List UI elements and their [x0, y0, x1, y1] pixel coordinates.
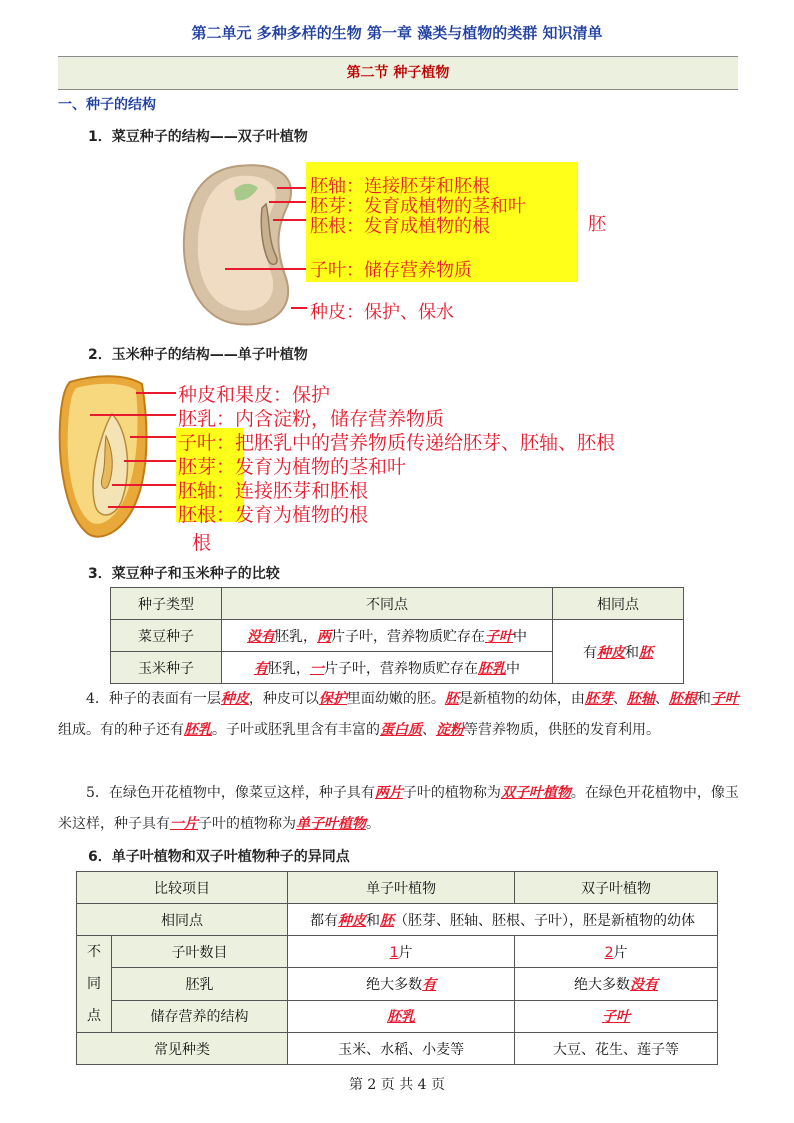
page-header: 第二单元 多种多样的生物 第一章 藻类与植物的类群 知识清单 [191, 24, 603, 42]
paragraph-4: 4．种子的表面有一层种皮，种皮可以保护里面幼嫩的胚。胚是新植物的幼体，由胚芽、胚轴、胚根和子叶组成。有的种子还有胚乳。子叶或胚乳里含有丰富的蛋白质、淀粉等营养物质，供胚的发育利用。 [58, 691, 739, 738]
compare-row-type: 玉米种子 [111, 652, 222, 684]
table2-row-mono: 绝大多数有 [288, 968, 515, 1000]
compare-row-diff: 有胚乳，一片子叶，营养物质贮存在胚乳中 [222, 652, 553, 684]
bean-label-hypocotyl: 胚轴：连接胚芽和胚根 [310, 176, 490, 197]
section-title: 第二节 种子植物 [58, 56, 738, 90]
compare-row-type: 菜豆种子 [111, 620, 222, 652]
monocot-dicot-table [76, 871, 718, 1065]
table-row [77, 968, 718, 1000]
bean-connector-lines [225, 170, 315, 320]
table2-row-mono: 胚乳 [288, 1000, 515, 1032]
table-row [77, 1033, 718, 1065]
table2-same-cell: 都有种皮和胚（胚芽、胚轴、胚根、子叶），胚是新植物的幼体 [288, 904, 718, 936]
table2-diff-label: 不 同 点 [77, 936, 112, 1033]
corn-heading: 2．玉米种子的结构——单子叶植物 [88, 347, 308, 363]
corn-label-endosperm: 胚乳：内含淀粉，储存营养物质 [178, 408, 445, 430]
table-row [77, 1000, 718, 1032]
table-row [111, 620, 684, 652]
compare-heading: 3．菜豆种子和玉米种子的比较 [88, 566, 280, 582]
bean-label-embryo: 胚 [588, 214, 606, 235]
bean-label-cotyledon: 子叶：储存营养物质 [310, 260, 472, 281]
table2-common-di: 大豆、花生、莲子等 [515, 1033, 718, 1065]
part1-title: 一、种子的结构 [58, 97, 156, 113]
table2-row-mono: 1片 [288, 936, 515, 968]
table2-row-di: 绝大多数没有 [515, 968, 718, 1000]
compare-row-diff: 没有胚乳，两片子叶，营养物质贮存在子叶中 [222, 620, 553, 652]
table2-common-mono: 玉米、水稻、小麦等 [288, 1033, 515, 1065]
table2-row-item: 胚乳 [112, 968, 288, 1000]
bean-heading: 1．菜豆种子的结构——双子叶植物 [88, 129, 308, 145]
compare-header-same: 相同点 [553, 588, 684, 620]
paragraph-5: 5．在绿色开花植物中，像菜豆这样，种子具有两片子叶的植物称为双子叶植物。在绿色开花植物中，像玉米这样，种子具有一片子叶的植物称为单子叶植物。 [58, 785, 739, 832]
corn-label-cotyledon: 子叶：把胚乳中的营养物质传递给胚芽、胚轴、胚根 [178, 432, 616, 454]
table2-header-di: 双子叶植物 [515, 872, 718, 904]
corn-label-radicle: 胚根：发育为植物的根 [178, 504, 369, 526]
page-footer: 第 2 页 共 4 页 [348, 1077, 446, 1093]
corn-label-hypocotyl: 胚轴：连接胚芽和胚根 [178, 480, 369, 502]
compare-header-diff: 不同点 [222, 588, 553, 620]
table2-row-di: 2片 [515, 936, 718, 968]
table2-row-item: 子叶数目 [112, 936, 288, 968]
corn-connector-lines [80, 385, 176, 515]
table2-heading: 6．单子叶植物和双子叶植物种子的异同点 [88, 849, 350, 865]
table2-common-label: 常见种类 [77, 1033, 288, 1065]
compare-header-type: 种子类型 [111, 588, 222, 620]
bean-label-seedcoat: 种皮：保护、保水 [310, 302, 454, 323]
table2-row-item: 储存营养的结构 [112, 1000, 288, 1032]
bean-label-radicle: 胚根：发育成植物的根 [310, 216, 490, 237]
table2-header-item: 比较项目 [77, 872, 288, 904]
bean-label-plumule: 胚芽：发育成植物的茎和叶 [310, 196, 526, 217]
table-row [77, 936, 718, 968]
table2-header-mono: 单子叶植物 [288, 872, 515, 904]
compare-same-cell: 有种皮和胚 [553, 620, 684, 684]
table-row [77, 904, 718, 936]
corn-label-embryo: 根 [192, 532, 212, 554]
table2-row-di: 子叶 [515, 1000, 718, 1032]
table2-same-label: 相同点 [77, 904, 288, 936]
corn-label-pericarp: 种皮和果皮：保护 [178, 384, 331, 406]
corn-label-plumule: 胚芽：发育为植物的茎和叶 [178, 456, 407, 478]
compare-table [110, 587, 684, 684]
